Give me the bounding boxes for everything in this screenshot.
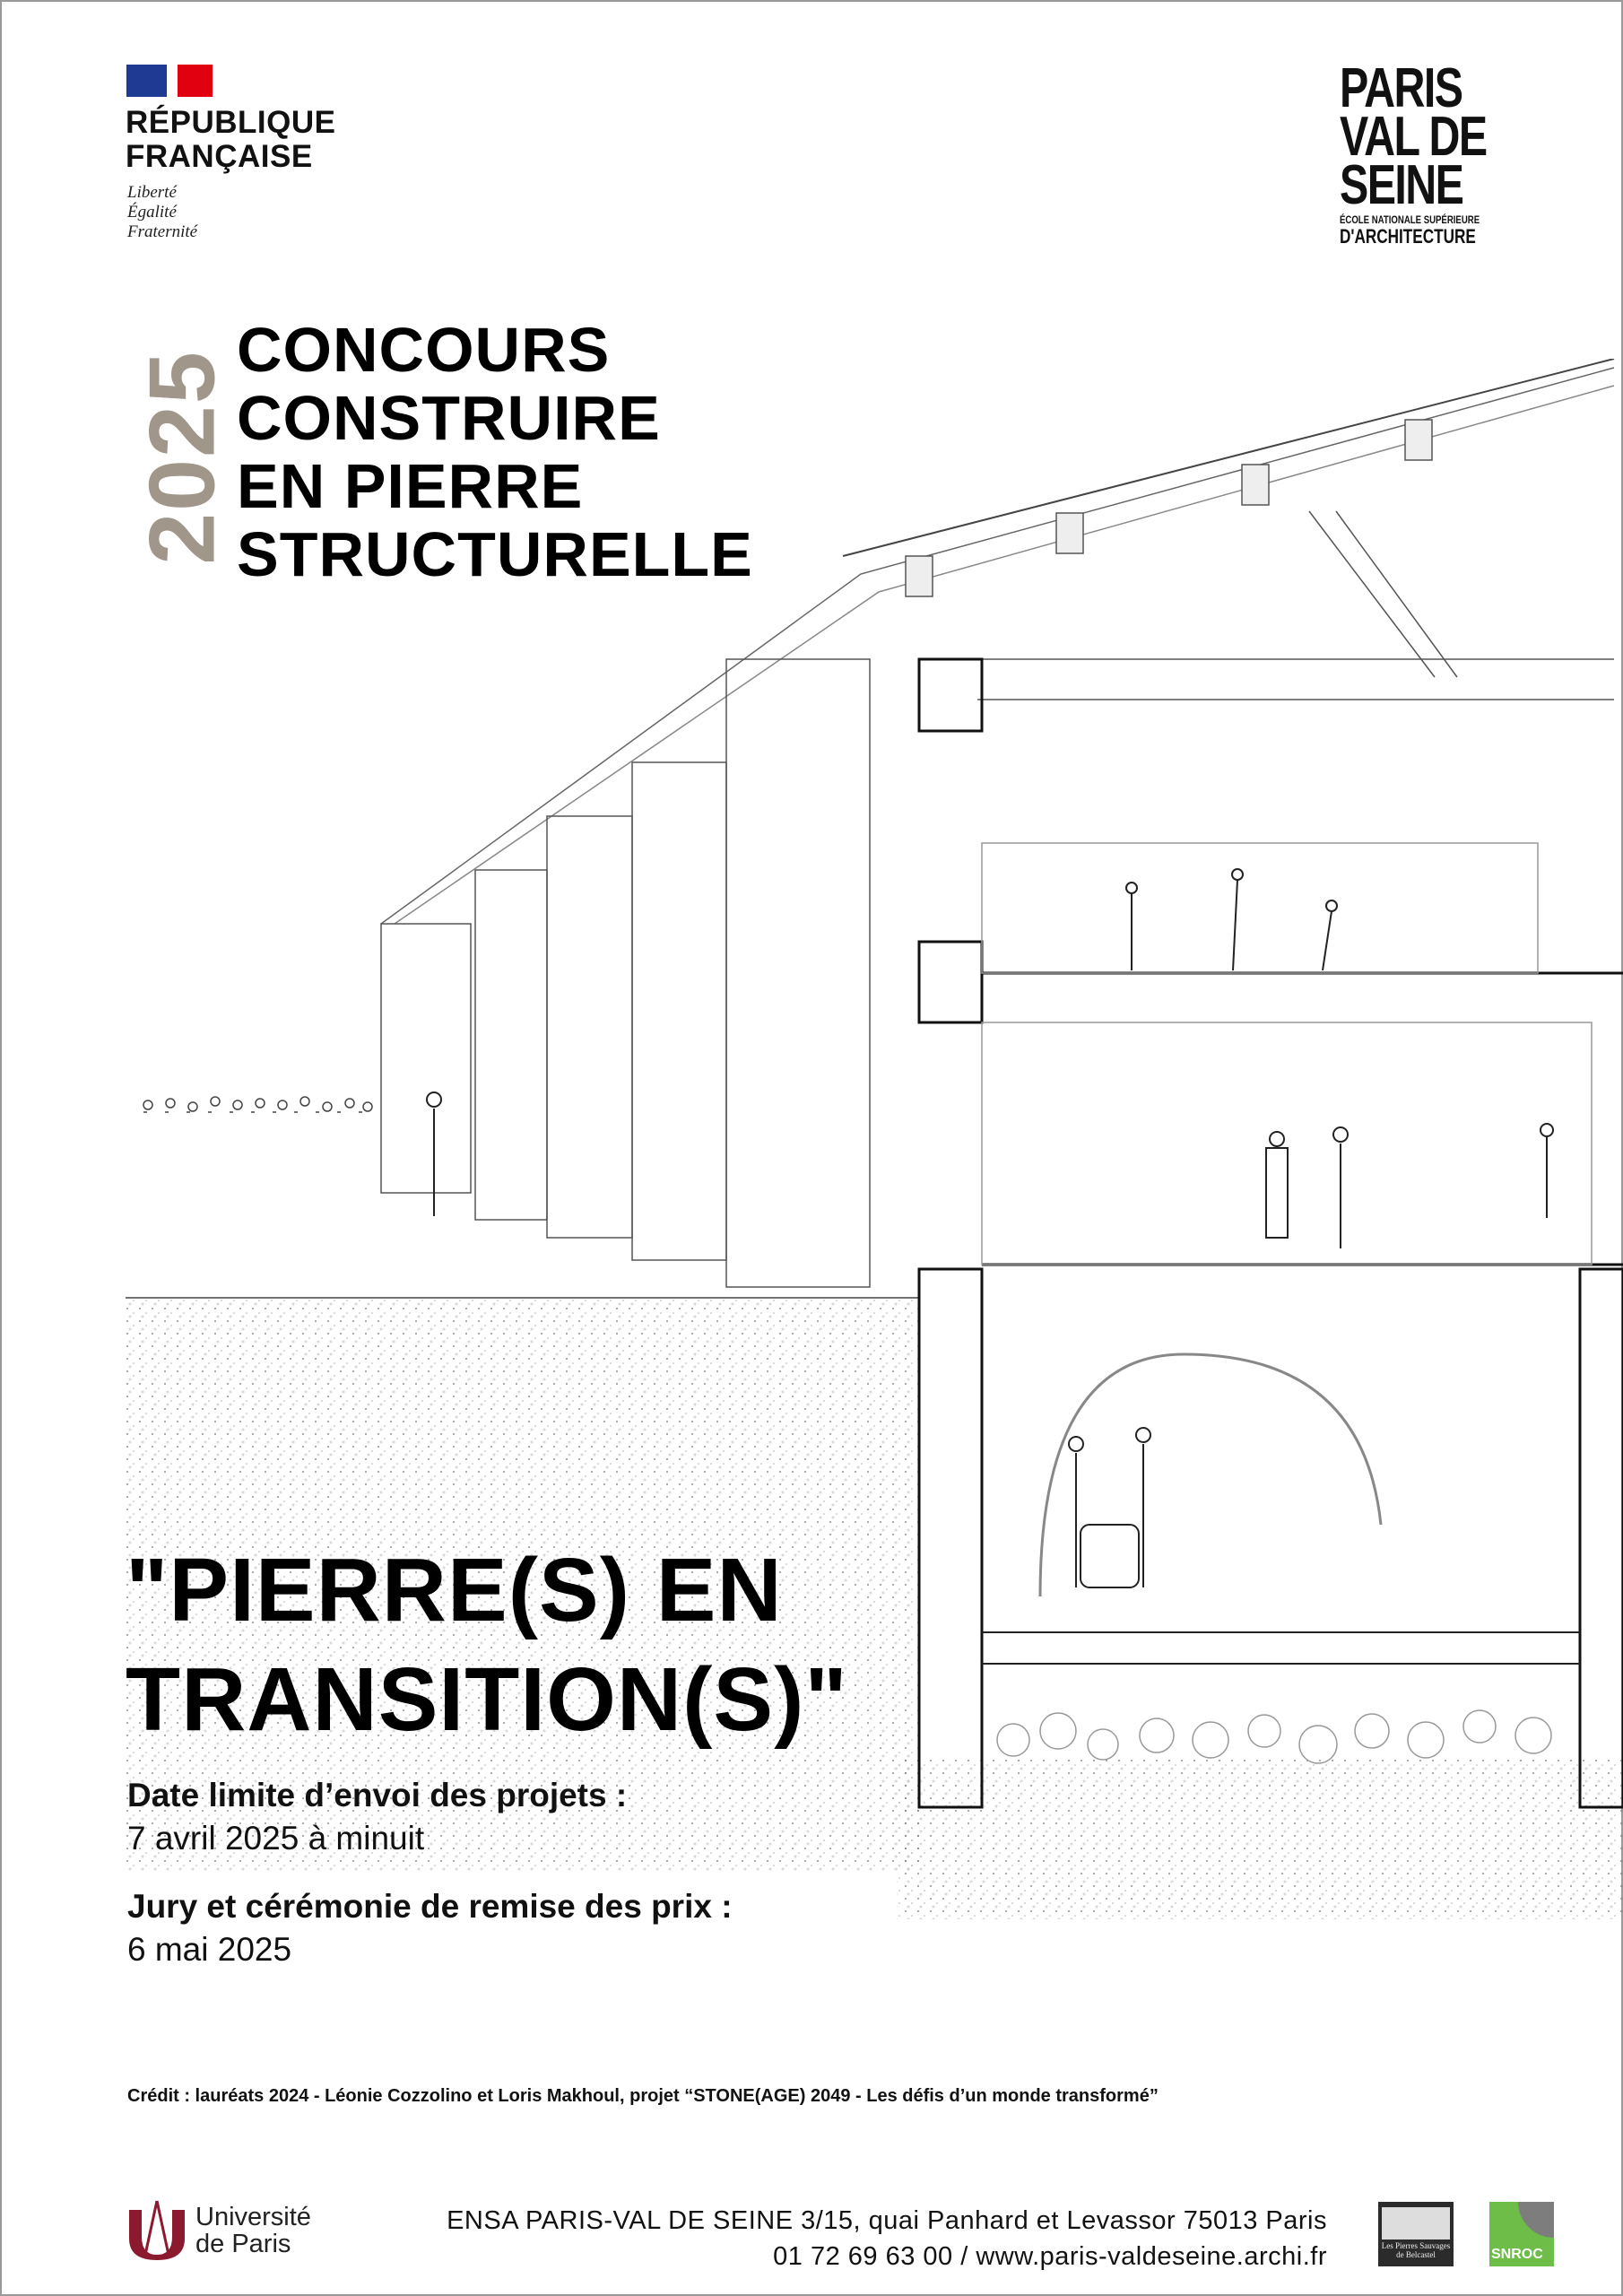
motto-fraternite: Fraternité — [127, 222, 198, 241]
university-line-1: Université — [195, 2203, 311, 2231]
university-line-2: de Paris — [195, 2230, 291, 2258]
address-line: ENSA PARIS-VAL DE SEINE 3/15, quai Panhard et Levassor 75013 Paris — [447, 2206, 1327, 2235]
title-line-2: CONSTRUIRE — [237, 383, 661, 453]
logo-line-val-de: VAL DE — [1340, 106, 1487, 168]
republique-francaise-title — [126, 106, 335, 174]
republique-motto — [127, 183, 197, 242]
image-credit: Crédit : lauréats 2024 - Léonie Cozzolino et Loris Makhoul, projet “STONE(AGE) 2049 - Les défis d’un monde transformé” — [127, 2086, 1159, 2106]
deadline-label: Date limite d’envoi des projets : — [127, 1777, 628, 1813]
snroc-label: SNROC — [1491, 2247, 1543, 2262]
snroc-logo — [1489, 2202, 1554, 2266]
theme-line-1: "PIERRE(S) EN — [126, 1540, 783, 1640]
rf-line-1: RÉPUBLIQUE — [126, 105, 336, 140]
deadline-value: 7 avril 2025 à minuit — [127, 1820, 425, 1857]
year-text: 2025 — [130, 350, 235, 565]
logo-line-seine: SEINE — [1340, 154, 1463, 216]
title-line-1: CONCOURS — [237, 315, 611, 385]
theme-title — [126, 1535, 848, 1754]
marianne-flag-icon — [126, 65, 213, 97]
motto-liberte: Liberté — [127, 183, 177, 202]
snroc-shape-icon — [1518, 2202, 1554, 2238]
universite-paris-mark-icon — [127, 2199, 187, 2262]
jury-label: Jury et cérémonie de remise des prix : — [127, 1888, 733, 1925]
logo-subtitle-2: D'ARCHITECTURE — [1340, 225, 1476, 248]
competition-title — [237, 316, 753, 588]
jury-value: 6 mai 2025 — [127, 1931, 292, 1968]
key-dates — [127, 1774, 733, 1996]
belcastel-name: Les Pierres Sauvages de Belcastel — [1381, 2241, 1451, 2259]
logo-line-paris: PARIS — [1340, 57, 1462, 119]
logo-subtitle: ÉCOLE NATIONALE SUPÉRIEURE — [1340, 213, 1480, 226]
motto-egalite: Égalité — [127, 203, 177, 222]
pierres-sauvages-belcastel-logo — [1378, 2202, 1454, 2266]
contact-line[interactable]: 01 72 69 63 00 / www.paris-valdeseine.archi.fr — [773, 2242, 1327, 2271]
lions-emblem-icon — [1382, 2207, 1450, 2239]
year-vertical — [130, 323, 235, 592]
theme-line-2: TRANSITION(S)" — [126, 1649, 848, 1750]
title-line-4: STRUCTURELLE — [237, 519, 753, 589]
universite-de-paris-logo — [127, 2199, 311, 2262]
rf-line-2: FRANÇAISE — [126, 139, 313, 174]
paris-val-de-seine-logo — [1340, 57, 1501, 248]
title-line-3: EN PIERRE — [237, 451, 584, 521]
school-address — [412, 2203, 1327, 2274]
